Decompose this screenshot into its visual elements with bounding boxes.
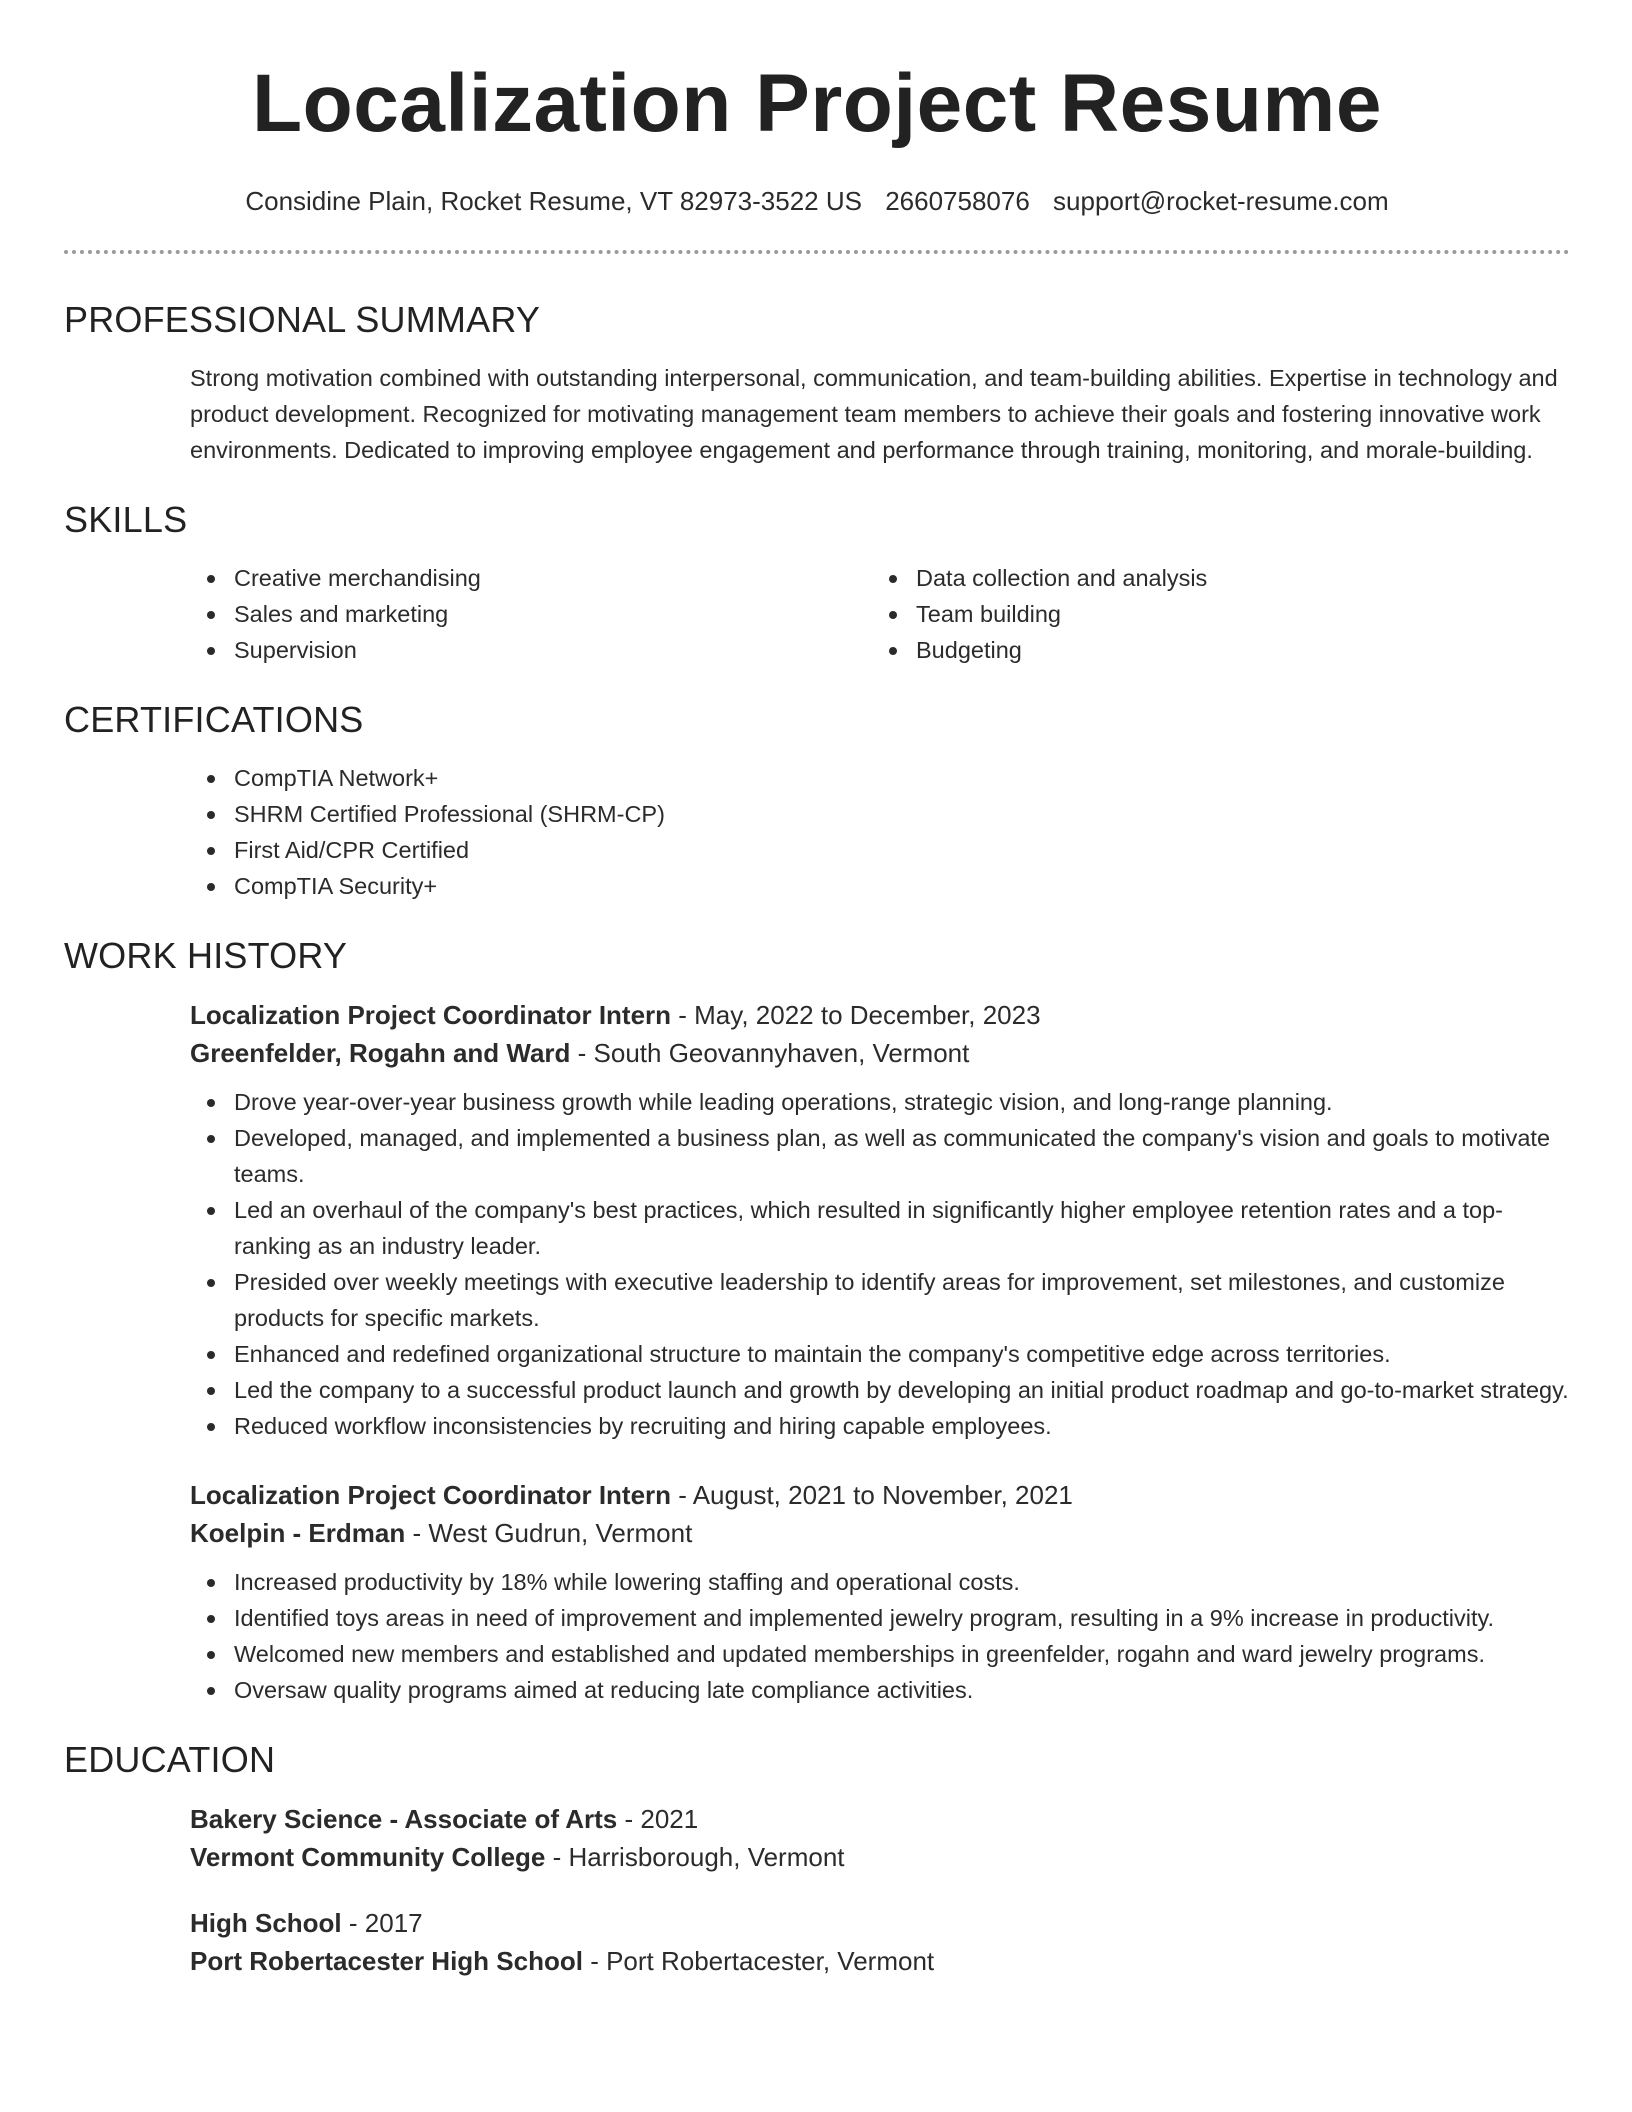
school: Vermont Community College — [190, 1842, 546, 1872]
school-location: - Port Robertacester, Vermont — [582, 1946, 935, 1976]
work-history-section — [64, 934, 1570, 1708]
certification-item: SHRM Certified Professional (SHRM-CP) — [234, 796, 1570, 832]
job-bullet: Led an overhaul of the company's best practices, which resulted in significantly higher employee retention rates and a top-ranking as an industry leader. — [234, 1192, 1570, 1264]
graduation-year: - 2021 — [617, 1804, 699, 1834]
education-entry — [190, 1904, 1570, 1980]
graduation-year: - 2017 — [341, 1908, 423, 1938]
job-role-line — [190, 996, 1570, 1034]
email: support@rocket-resume.com — [1053, 186, 1389, 216]
skill-item: Data collection and analysis — [916, 560, 1554, 596]
job-role-line — [190, 1476, 1570, 1514]
job-entry — [190, 996, 1570, 1444]
address: Considine Plain, Rocket Resume, VT 82973-3522 US — [245, 186, 862, 216]
resume-page — [64, 0, 1570, 1980]
job-bullet: Presided over weekly meetings with executive leadership to identify areas for improvement, set milestones, and customize products for specific markets. — [234, 1264, 1570, 1336]
job-bullet: Developed, managed, and implemented a business plan, as well as communicated the company's vision and goals to motivate teams. — [234, 1120, 1570, 1192]
resume-title: Localization Project Resume — [252, 58, 1382, 149]
job-role: Localization Project Coordinator Intern — [190, 1480, 672, 1510]
education-entry — [190, 1800, 1570, 1876]
job-company: Greenfelder, Rogahn and Ward — [190, 1038, 571, 1068]
skill-item: Team building — [916, 596, 1554, 632]
job-bullet: Welcomed new members and established and updated memberships in greenfelder, rogahn and ward jewelry programs. — [234, 1636, 1570, 1672]
skill-item: Budgeting — [916, 632, 1554, 668]
skills-section — [64, 498, 1570, 668]
skills-left-column — [190, 560, 872, 668]
summary-heading: PROFESSIONAL SUMMARY — [64, 299, 541, 340]
work-history-heading: WORK HISTORY — [64, 935, 348, 976]
summary-section — [64, 298, 1570, 468]
job-location: - West Gudrun, Vermont — [405, 1518, 693, 1548]
job-company-line — [190, 1514, 1570, 1552]
certification-item: CompTIA Network+ — [234, 760, 1570, 796]
job-bullet: Identified toys areas in need of improvement and implemented jewelry program, resulting in a 9% increase in productivity. — [234, 1600, 1570, 1636]
degree: Bakery Science - Associate of Arts — [190, 1804, 618, 1834]
job-location: - South Geovannyhaven, Vermont — [570, 1038, 970, 1068]
skills-right-column — [872, 560, 1554, 668]
summary-text: Strong motivation combined with outstanding interpersonal, communication, and team-building abilities. Expertise in technology and product development. Recognized for motivating management team members to achieve their goals and fostering innovative work environments. Dedicated to improving employee engagement and performance through training, monitoring, and morale-building. — [190, 365, 1558, 463]
school: Port Robertacester High School — [190, 1946, 583, 1976]
skill-item: Sales and marketing — [234, 596, 872, 632]
job-dates: - May, 2022 to December, 2023 — [671, 1000, 1041, 1030]
school-line — [190, 1942, 1570, 1980]
skill-item: Creative merchandising — [234, 560, 872, 596]
certification-item: First Aid/CPR Certified — [234, 832, 1570, 868]
job-entry — [190, 1476, 1570, 1708]
job-company: Koelpin - Erdman — [190, 1518, 406, 1548]
job-company-line — [190, 1034, 1570, 1072]
job-bullet: Oversaw quality programs aimed at reducing late compliance activities. — [234, 1672, 1570, 1708]
phone: 2660758076 — [885, 186, 1030, 216]
certifications-heading: CERTIFICATIONS — [64, 699, 364, 740]
degree-line — [190, 1800, 1570, 1838]
school-line — [190, 1838, 1570, 1876]
job-bullet: Reduced workflow inconsistencies by recruiting and hiring capable employees. — [234, 1408, 1570, 1444]
education-section — [64, 1738, 1570, 1980]
degree-line — [190, 1904, 1570, 1942]
job-bullet: Enhanced and redefined organizational structure to maintain the company's competitive edge across territories. — [234, 1336, 1570, 1372]
job-role: Localization Project Coordinator Intern — [190, 1000, 672, 1030]
header-divider — [64, 250, 1570, 254]
degree: High School — [190, 1908, 342, 1938]
certification-item: CompTIA Security+ — [234, 868, 1570, 904]
job-bullet: Led the company to a successful product launch and growth by developing an initial product roadmap and go-to-market strategy. — [234, 1372, 1570, 1408]
skill-item: Supervision — [234, 632, 872, 668]
job-bullet: Increased productivity by 18% while lowering staffing and operational costs. — [234, 1564, 1570, 1600]
job-bullet: Drove year-over-year business growth while leading operations, strategic vision, and long-range planning. — [234, 1084, 1570, 1120]
contact-line — [64, 184, 1570, 218]
job-dates: - August, 2021 to November, 2021 — [671, 1480, 1073, 1510]
education-heading: EDUCATION — [64, 1739, 276, 1780]
school-location: - Harrisborough, Vermont — [545, 1842, 845, 1872]
skills-heading: SKILLS — [64, 499, 188, 540]
certifications-section — [64, 698, 1570, 904]
